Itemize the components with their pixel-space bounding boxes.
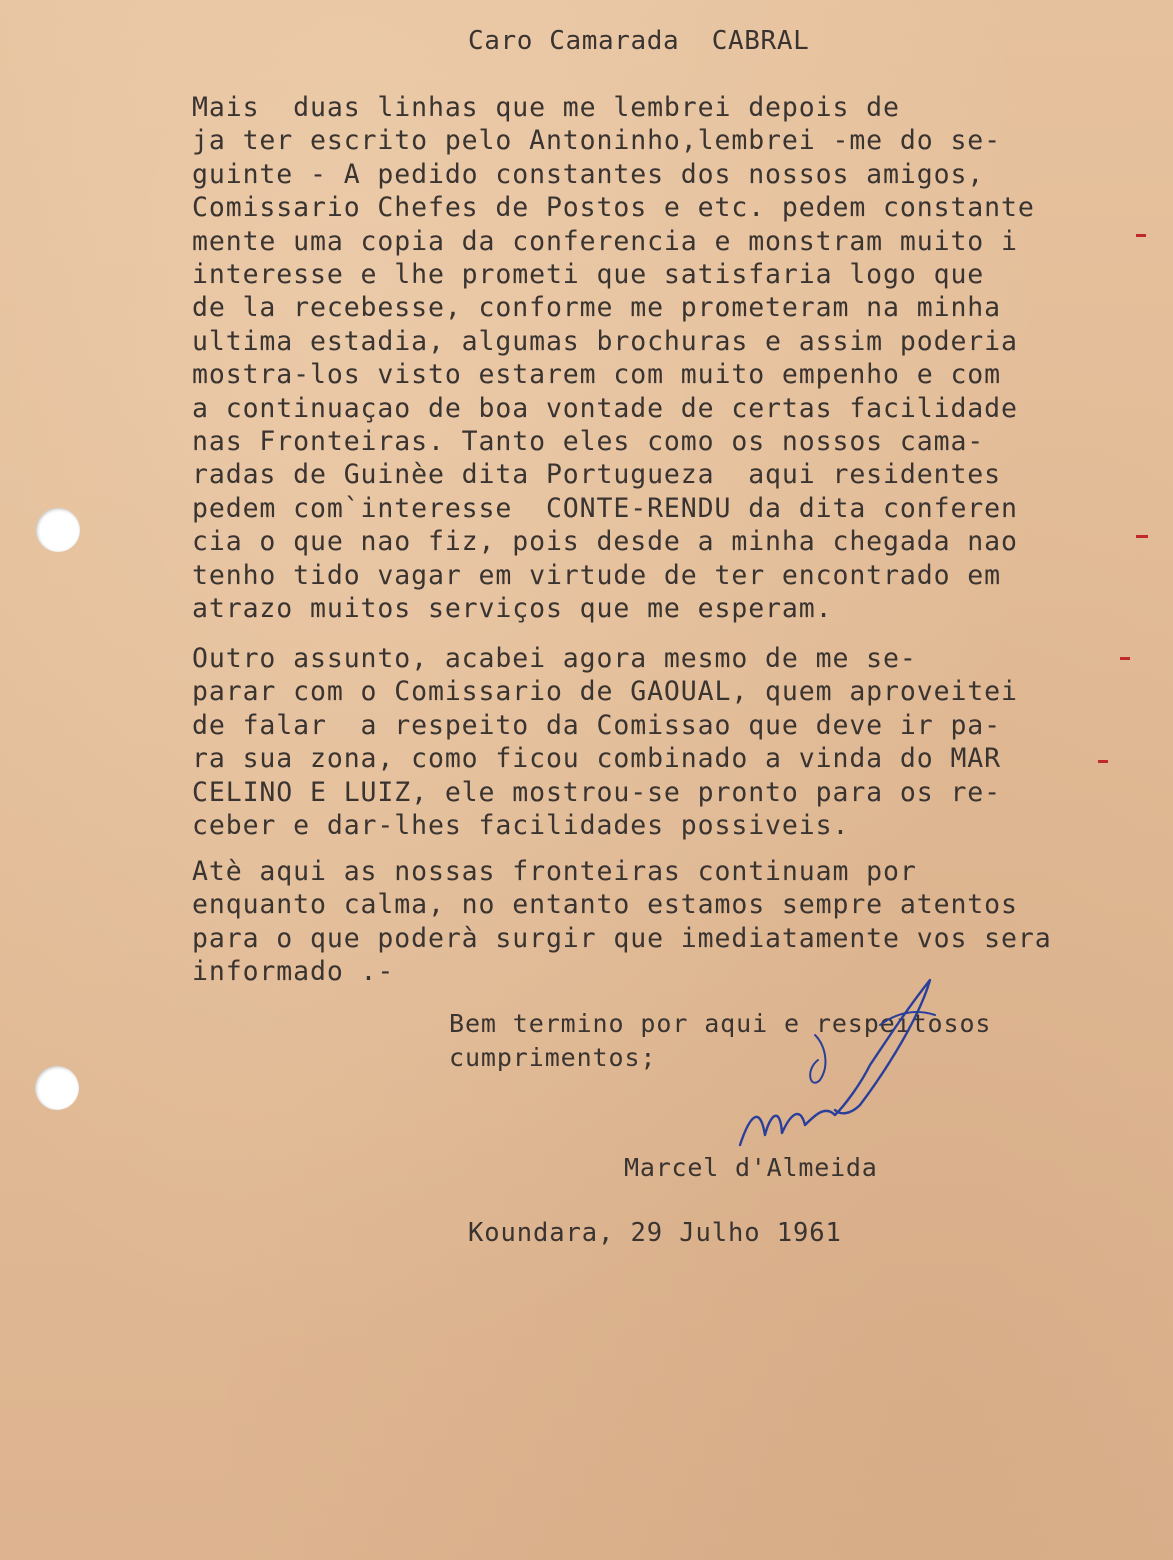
punch-hole-upper: [36, 508, 80, 552]
paragraph-1: Mais duas linhas que me lembrei depois de ja ter escrito pelo Antoninho,lembrei -me do se- guinte - A pedido constantes dos nossos amigos, Comissario Chefes de Postos e etc. pedem constante mente uma copia da conferencia e monstram muito i interesse e lhe prometi que satisfaria logo que de la recebesse, conforme me prometeram na minha ultima estadia, algumas brochuras e assim poderia mostra-los visto estarem com muito empenho e com a continuaçao de boa vontade de certas facilidade nas Fronteiras. Tanto eles como os nossos cama- radas de Guinèe dita Portugueza aqui residentes pedem com`interesse CONTE-RENDU da dita conferen cia o que nao fiz, pois desde a minha chegada nao tenho tido vagar em virtude de ter encontrado em atrazo muitos serviços que me esperam.: [192, 92, 1035, 625]
correction-mark: [1098, 760, 1108, 763]
place-and-date: Koundara, 29 Julho 1961: [468, 1218, 842, 1248]
punch-hole-lower: [35, 1066, 79, 1110]
salutation: Caro Camarada CABRAL: [468, 26, 810, 56]
handwritten-signature: [720, 965, 960, 1175]
signer-name: Marcel d'Almeida: [624, 1153, 878, 1182]
closing-text: Bem termino por aqui e respeitosos cumprimentos;: [449, 1009, 992, 1072]
paragraph-3: Atè aqui as nossas fronteiras continuam por enquanto calma, no entanto estamos sempre atentos para o que poderà surgir que imediatamente vos sera informado .-: [192, 856, 1052, 988]
correction-mark: [1120, 657, 1130, 660]
correction-mark: [1136, 234, 1146, 237]
correction-mark: [1136, 535, 1148, 538]
paragraph-2: Outro assunto, acabei agora mesmo de me se- parar com o Comissario de GAOUAL, quem aproveitei de falar a respeito da Comissao que deve ir pa- ra sua zona, como ficou combinado a vinda do MAR CELINO E LUIZ, ele mostrou-se pronto para os re- ceber e dar-lhes facilidades possiveis.: [192, 643, 1018, 842]
